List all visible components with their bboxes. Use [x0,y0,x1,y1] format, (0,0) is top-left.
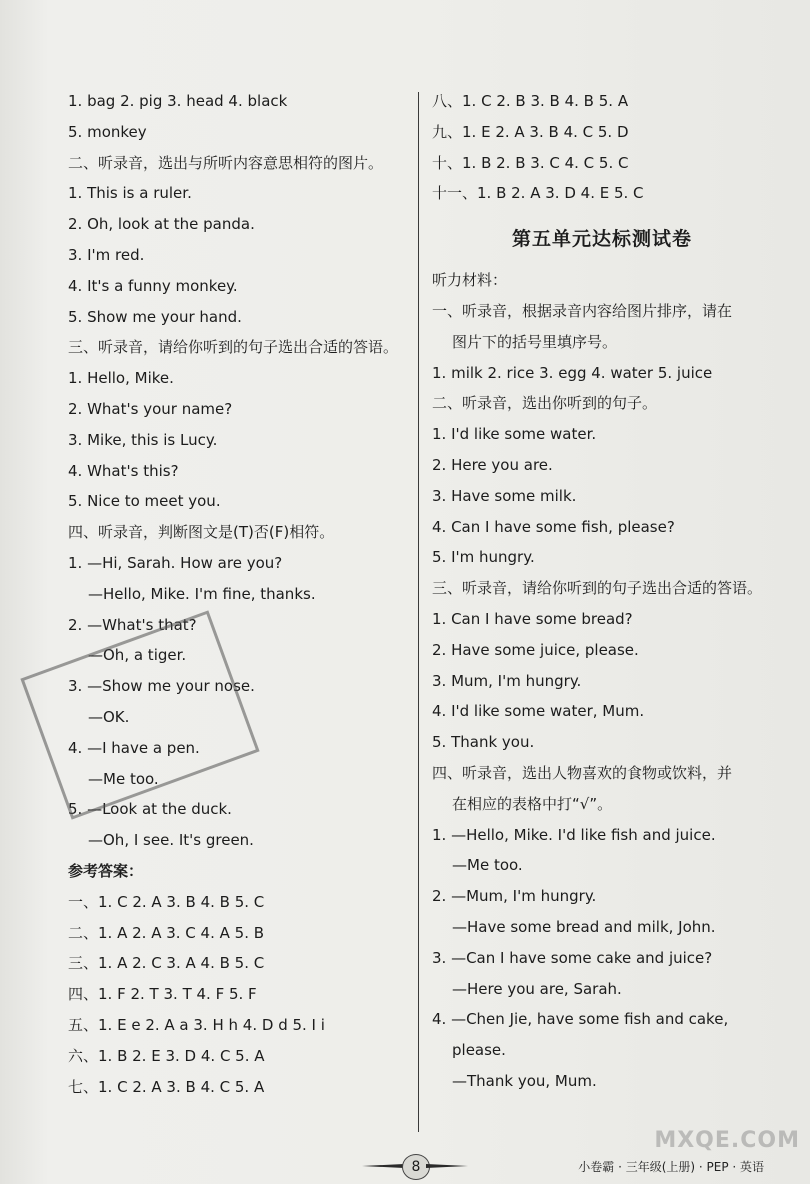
text-line: —Me too. [452,856,523,875]
text-line: 3. —Can I have some cake and juice? [432,948,713,967]
text-line: 4. —Chen Jie, have some fish and cake, [432,1010,729,1029]
text-line: 在相应的表格中打“√”。 [452,794,613,813]
page-number-ornament [362,1154,468,1178]
text-line: 二、听录音，选出与所听内容意思相符的图片。 [68,153,384,172]
text-line: 3. Mike, this is Lucy. [68,430,218,449]
text-line: 3. Mum, I'm hungry. [432,671,582,690]
text-line: 五、1. E e 2. A a 3. H h 4. D d 5. I i [68,1015,325,1034]
text-line: 3. Have some milk. [432,486,577,505]
text-line: 一、听录音，根据录音内容给图片排序，请在 [432,301,733,320]
text-line: 三、听录音，请给你听到的句子选出合适的答语。 [432,579,763,598]
text-line: 4. It's a funny monkey. [68,276,238,295]
text-line: —OK. [88,707,130,726]
left-column [68,86,408,1102]
text-line: 三、听录音，请给你听到的句子选出合适的答语。 [68,338,399,357]
text-line: —Oh, I see. It's green. [88,831,254,850]
text-line: 听力材料： [432,271,508,290]
text-line: 1. This is a ruler. [68,184,192,203]
page-footer [0,1148,810,1184]
text-line: —Oh, a tiger. [88,646,187,665]
unit-title: 第五单元达标测试卷 [511,228,692,251]
ornament-left-wing [362,1164,404,1168]
text-line: —Thank you, Mum. [452,1071,597,1090]
text-line: 2. What's your name? [68,399,233,418]
text-line: 四、1. F 2. T 3. T 4. F 5. F [68,985,257,1004]
watermark: MXQE.COM [654,1128,800,1153]
text-line: 图片下的括号里填序号。 [452,332,618,351]
text-line: 二、1. A 2. A 3. C 4. A 5. B [68,923,265,942]
text-line: 4. Can I have some fish, please? [432,517,675,536]
text-line: 十一、1. B 2. A 3. D 4. E 5. C [432,184,644,203]
text-line: 二、听录音，选出你听到的句子。 [432,394,658,413]
text-line: 5. I'm hungry. [432,548,535,567]
text-line: 一、1. C 2. A 3. B 4. B 5. C [68,892,265,911]
text-line: 2. Oh, look at the panda. [68,215,255,234]
text-line: 4. What's this? [68,461,179,480]
series-label: 小卷霸 · 三年级(上册) · PEP · 英语 [578,1160,764,1174]
text-line: 5. Nice to meet you. [68,492,221,511]
text-line: 2. —Mum, I'm hungry. [432,887,597,906]
text-line: 1. I'd like some water. [432,425,597,444]
text-line: 5. —Look at the duck. [68,800,232,819]
text-line: 十、1. B 2. B 3. C 4. C 5. C [432,153,629,172]
text-line: 九、1. E 2. A 3. B 4. C 5. D [432,122,629,141]
text-line: 5. Thank you. [432,733,535,752]
text-line: 5. Show me your hand. [68,307,242,326]
text-line: 1. —Hello, Mike. I'd like fish and juice. [432,825,716,844]
text-line: 参考答案： [68,861,144,880]
text-line: 2. Here you are. [432,455,553,474]
text-line: 3. I'm red. [68,245,145,264]
text-line: 4. I'd like some water, Mum. [432,702,645,721]
text-line: 七、1. C 2. A 3. B 4. C 5. A [68,1077,265,1096]
column-divider [418,92,419,1132]
page-number: 8 [402,1154,430,1180]
text-line: 八、1. C 2. B 3. B 4. B 5. A [432,92,629,110]
text-line: 1. milk 2. rice 3. egg 4. water 5. juice [432,363,713,382]
text-line: 3. —Show me your nose. [68,677,255,696]
text-line: please. [452,1041,506,1060]
text-line: —Have some bread and milk, John. [452,917,716,936]
text-line: 四、听录音，判断图文是(T)否(F)相符。 [68,523,335,542]
text-line: 2. Have some juice, please. [432,640,639,659]
text-line: 2. —What's that? [68,615,197,634]
text-line: 1. bag 2. pig 3. head 4. black [68,92,288,110]
answer-key-continued [432,86,772,209]
listening-materials [432,265,772,1097]
right-column [432,86,772,1097]
ornament-right-wing [426,1164,468,1168]
text-line: —Hello, Mike. I'm fine, thanks. [88,584,316,603]
text-line: 四、听录音，选出人物喜欢的食物或饮料，并 [432,763,733,782]
text-line: 5. monkey [68,122,147,141]
text-line: 1. Hello, Mike. [68,369,174,388]
text-line: —Me too. [88,769,159,788]
text-line: 4. —I have a pen. [68,738,200,757]
text-line: —Here you are, Sarah. [452,979,622,998]
text-line: 1. —Hi, Sarah. How are you? [68,553,283,572]
text-line: 六、1. B 2. E 3. D 4. C 5. A [68,1046,265,1065]
text-line: 1. Can I have some bread? [432,609,633,628]
text-line: 三、1. A 2. C 3. A 4. B 5. C [68,954,265,973]
